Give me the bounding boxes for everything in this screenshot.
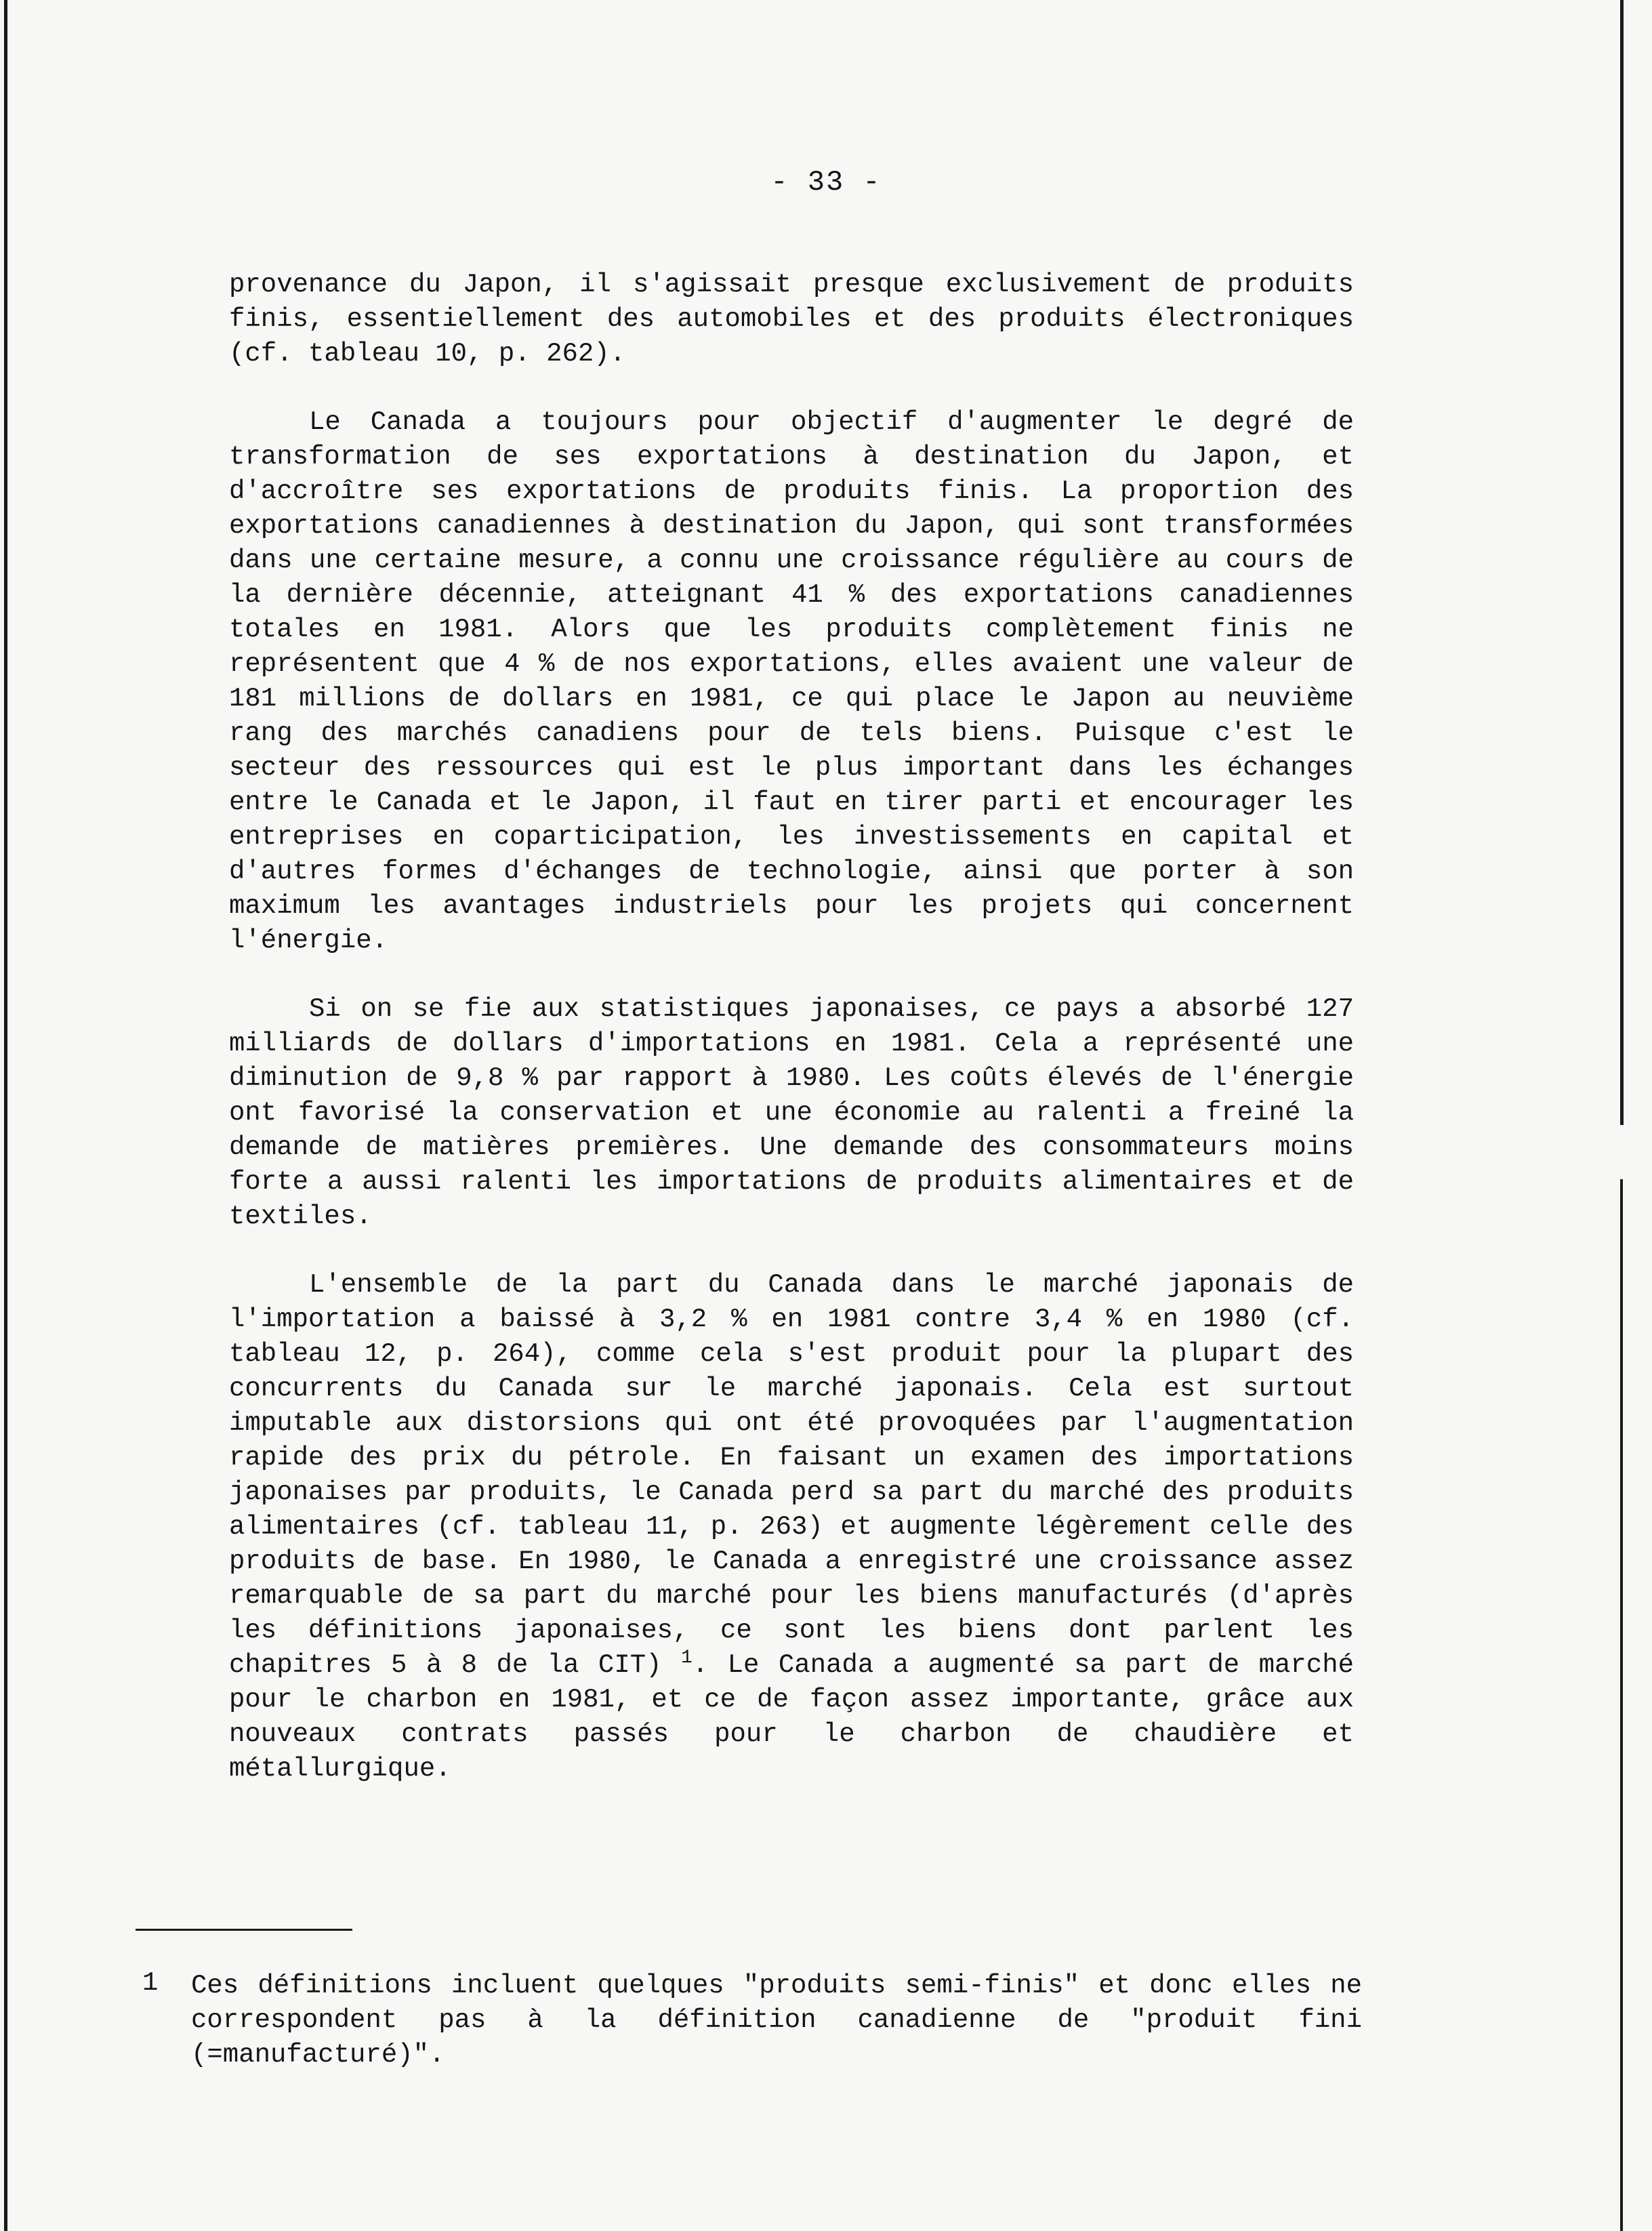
footnote <box>142 1969 1362 2072</box>
paragraph-market-share-text-continued: . Le Canada a augmenté sa part de marché pour le charbon en 1981, et ce de façon assez importante, grâce aux nouveaux contrats passés pour le charbon de chaudière et métallurgique. <box>229 1650 1355 1784</box>
paragraph-import-statistics: Si on se fie aux statistiques japonaises, ce pays a absorbé 127 milliards de dollars d'importations en 1981. Cela a représenté une diminution de 9,8 % par rapport à 1980. Les coûts élevés de l'énergie ont favorisé la conservation et une économie au ralenti a freiné la demande de matières premières. Une demande des consommateurs moins forte a aussi ralenti les importations de produits alimentaires et de textiles. <box>229 994 1354 1231</box>
page-number: - 33 - <box>770 166 882 199</box>
paragraph-objectives: Le Canada a toujours pour objectif d'augmenter le degré de transformation de ses exportations à destination du Japon, et d'accroître ses exportations de produits finis. La proportion des exportations canadiennes à destination du Japon, qui sont transformées dans une certaine mesure, a connu une croissance régulière au cours de la dernière décennie, atteignant 41 % des exportations canadiennes totales en 1981. Alors que les produits complètement finis ne représentent que 4 % de nos exportations, elles avaient une valeur de 181 millions de dollars en 1981, ce qui place le Japon au neuvième rang des marchés canadiens pour de tels biens. Puisque c'est le secteur des ressources qui est le plus important dans les échanges entre le Canada et le Japon, il faut en tirer parti et encourager les entreprises en coparticipation, les investissements en capital et d'autres formes d'échanges de technologie, ainsi que porter à son maximum les avantages industriels pour les projets qui concernent l'énergie. <box>229 407 1354 956</box>
footnote-text: Ces définitions incluent quelques "produits semi-finis" et donc elles ne correspondent pas à la définition canadienne de "produit fini (=manufacturé)". <box>191 1971 1362 2070</box>
footnote-marker: 1 <box>142 1968 159 1998</box>
footnote-separator <box>136 1929 352 1931</box>
paragraph-market-share <box>229 1268 1354 1786</box>
paragraph-continuation: provenance du Japon, il s'agissait presque exclusivement de produits finis, essentiellement des automobiles et des produits électroniques (cf. tableau 10, p. 262). <box>229 270 1354 369</box>
paragraph-market-share-text: L'ensemble de la part du Canada dans le marché japonais de l'importation a baissé à 3,2 % en 1981 contre 3,4 % en 1980 (cf. tableau 12, p. 264), comme cela s'est produit pour la plupart des concurrents du Canada sur le marché japonais. Cela est surtout imputable aux distorsions qui ont été provoquées par l'augmentation rapide des prix du pétrole. En faisant un examen des importations japonaises par produits, le Canada perd sa part du marché des produits alimentaires (cf. tableau 11, p. 263) et augmente légèrement celle des produits de base. En 1980, le Canada a enregistré une croissance assez remarquable de sa part du marché pour les biens manufacturés (d'après les définitions japonaises, ce sont les biens dont parlent les chapitres 5 à 8 de la CIT) <box>229 1270 1354 1680</box>
footnote-reference: 1 <box>680 1647 693 1669</box>
scan-border-left <box>4 0 7 2231</box>
body-text <box>229 268 1354 1820</box>
scan-border-right-lower <box>1620 1179 1623 2231</box>
